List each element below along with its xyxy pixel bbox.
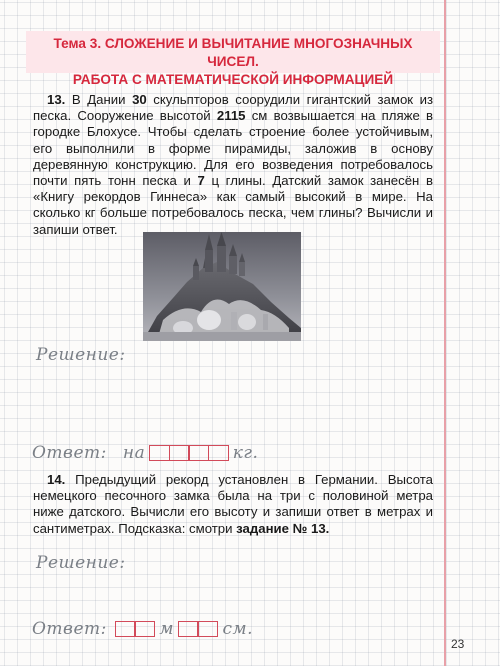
topic-header <box>26 31 440 87</box>
task-13-answer-row <box>32 441 258 463</box>
task-14-text <box>33 472 433 537</box>
answer-digit-box[interactable] <box>178 621 199 637</box>
sand-castle-photo <box>143 232 301 341</box>
task-13-text-part: см возвышается на пляже в городке Блохусе. Чтобы сделать строение более устойчивым, его выполнили в форме пирамиды, заложив в основу деревянную конструкцию. Для его возведения потребовалось почти пять тонн песка и <box>33 108 433 189</box>
task-13-text-part: скульпторов соорудили гигантский замок из песка. Сооружение высотой <box>33 92 434 124</box>
page-number: 23 <box>451 637 465 651</box>
answer-digit-box[interactable] <box>197 621 218 637</box>
answer-digit-box[interactable] <box>134 621 155 637</box>
answer-digit-box[interactable] <box>115 621 136 637</box>
task-13-bold-height: 2115 <box>216 108 246 124</box>
task-13-text-part: ц глины. Датский замок занесён в «Книгу рекордов Гиннеса» как самый высокий в мире. На сколько кг больше потребовалось песка, чем глины? Вычисли и запиши ответ. <box>33 173 433 237</box>
answer-digit-box[interactable] <box>188 445 209 461</box>
answer-digit-box[interactable] <box>208 445 229 461</box>
topic-title-line1: Тема 3. СЛОЖЕНИЕ И ВЫЧИТАНИЕ МНОГОЗНАЧНЫХ ЧИСЕЛ. <box>53 36 413 69</box>
task-14-text-part: Предыдущий рекорд установлен в Германии. Высота немецкого песочного замка была на три с половиной метра ниже датского. Вычисли его высоту и запиши ответ в метрах и сантиметрах. Подсказка: смотри <box>33 472 433 536</box>
task-14-unit-centimeters: см. <box>222 619 254 639</box>
task-13-bold-clay: 7 <box>197 173 205 189</box>
task-14-solution-label: Решение: <box>36 553 126 573</box>
task-13-bold-sculptors: 30 <box>132 92 147 107</box>
task-14-meters-boxes <box>115 621 156 637</box>
topic-title-line2: РАБОТА С МАТЕМАТИЧЕСКОЙ ИНФОРМАЦИЕЙ <box>72 72 394 87</box>
task-14-hint-reference: задание № 13. <box>236 520 330 536</box>
task-13-answer-unit: кг. <box>232 443 259 463</box>
answer-digit-box[interactable] <box>169 445 190 461</box>
task-14-number: 14. <box>47 472 66 487</box>
task-13-answer-label: Ответ: <box>32 443 107 463</box>
task-13-text-part: В Дании <box>71 92 133 107</box>
task-13-text <box>33 92 433 238</box>
margin-line <box>444 0 446 666</box>
answer-digit-box[interactable] <box>149 445 170 461</box>
task-14-unit-meters: м <box>159 619 174 639</box>
task-14-answer-label: Ответ: <box>32 619 107 639</box>
task-14-answer-row <box>32 617 253 639</box>
task-14-centimeters-boxes <box>178 621 219 637</box>
task-13-answer-boxes <box>149 445 229 461</box>
task-13-number: 13. <box>47 92 66 107</box>
task-13-answer-prefix: на <box>122 443 146 463</box>
task-13-solution-label: Решение: <box>36 345 126 365</box>
